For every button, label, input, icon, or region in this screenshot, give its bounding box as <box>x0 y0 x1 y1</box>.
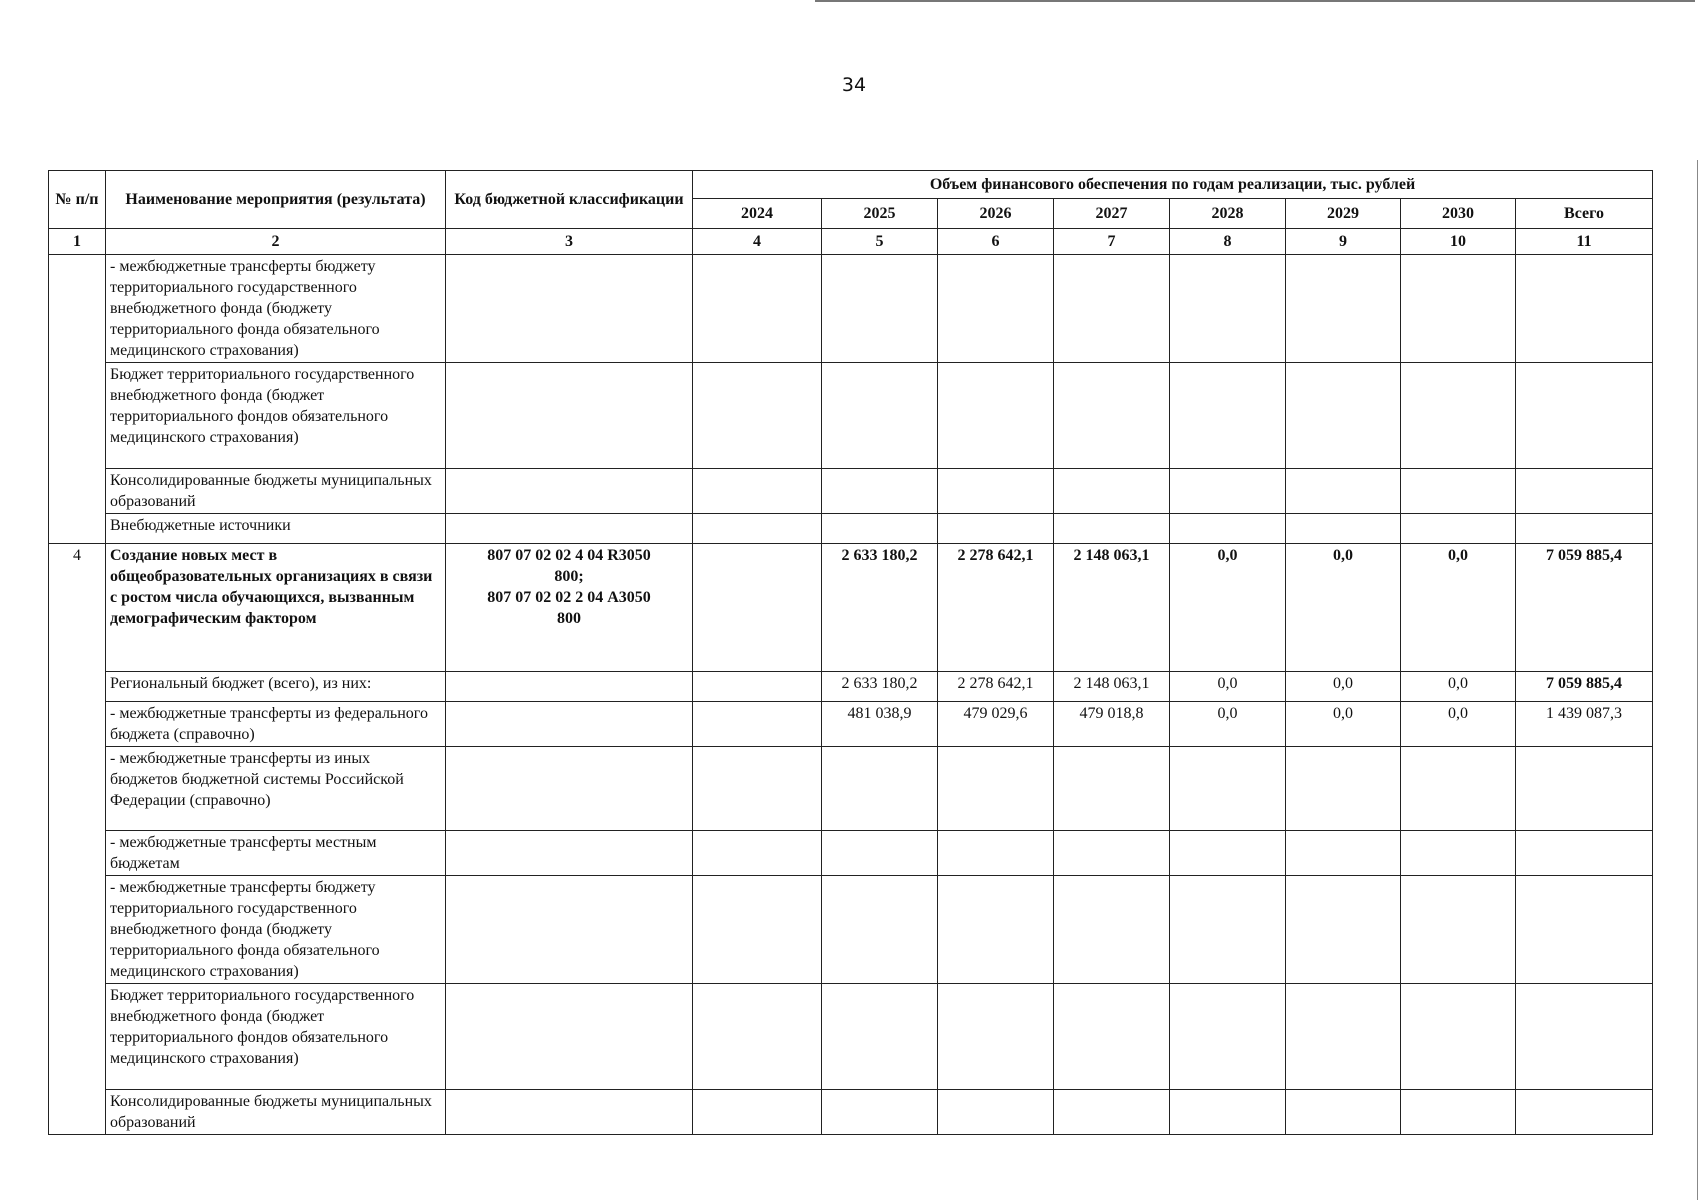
value-2025: 2 633 180,2 <box>822 544 938 672</box>
table-row <box>49 363 1653 469</box>
row-name: - межбюджетные трансферты бюджету территориального государственного внебюджетного фонда (бюджету территориального фонда обязательного медицинского страхования) <box>106 255 446 363</box>
value-2027: 2 148 063,1 <box>1054 544 1170 672</box>
value-2027: 2 148 063,1 <box>1054 672 1170 702</box>
row-name: Региональный бюджет (всего), из них: <box>106 672 446 702</box>
row-name: Консолидированные бюджеты муниципальных образований <box>106 1090 446 1135</box>
header-year: 2029 <box>1286 199 1401 229</box>
value-2026: 479 029,6 <box>938 702 1054 747</box>
budget-code <box>446 544 693 672</box>
table-row <box>49 702 1653 747</box>
budget-code-line: 800; <box>554 568 584 585</box>
value-total: 7 059 885,4 <box>1516 544 1653 672</box>
column-number: 3 <box>446 229 693 255</box>
row-name: - межбюджетные трансферты из федерального бюджета (справочно) <box>106 702 446 747</box>
value-2024 <box>693 702 822 747</box>
value-total: 1 439 087,3 <box>1516 702 1653 747</box>
value-2028: 0,0 <box>1170 544 1286 672</box>
value-2029: 0,0 <box>1286 544 1401 672</box>
value-2025: 2 633 180,2 <box>822 672 938 702</box>
value-2024 <box>693 672 822 702</box>
header-year: 2024 <box>693 199 822 229</box>
row-name: - межбюджетные трансферты бюджету территориального государственного внебюджетного фонда (бюджету территориального фонда обязательного медицинского страхования) <box>106 876 446 984</box>
budget-code-line: 800 <box>557 610 581 627</box>
value-total: 7 059 885,4 <box>1516 672 1653 702</box>
value-2028: 0,0 <box>1170 672 1286 702</box>
budget-code-line: 807 07 02 02 4 04 R3050 <box>487 547 651 564</box>
column-number: 6 <box>938 229 1054 255</box>
header-name: Наименование мероприятия (результата) <box>106 171 446 229</box>
row-name: Бюджет территориального государственного внебюджетного фонда (бюджет территориального фондов обязательного медицинского страхования) <box>106 984 446 1090</box>
value-2027: 479 018,8 <box>1054 702 1170 747</box>
value-2028: 0,0 <box>1170 702 1286 747</box>
table-row <box>49 876 1653 984</box>
column-number: 9 <box>1286 229 1401 255</box>
value-2029: 0,0 <box>1286 702 1401 747</box>
row-name: - межбюджетные трансферты из иных бюджетов бюджетной системы Российской Федерации (справочно) <box>106 747 446 831</box>
column-number: 10 <box>1401 229 1516 255</box>
header-year: 2026 <box>938 199 1054 229</box>
value-2029: 0,0 <box>1286 672 1401 702</box>
column-number: 5 <box>822 229 938 255</box>
header-total: Всего <box>1516 199 1653 229</box>
column-number: 2 <box>106 229 446 255</box>
value-2024 <box>693 544 822 672</box>
table-row <box>49 255 1653 363</box>
table-row <box>49 514 1653 544</box>
financing-table <box>48 170 1653 1135</box>
header-volume: Объем финансового обеспечения по годам реализации, тыс. рублей <box>693 171 1653 199</box>
column-number: 1 <box>49 229 106 255</box>
item-number: 4 <box>49 544 106 1135</box>
column-number: 7 <box>1054 229 1170 255</box>
table-row <box>49 747 1653 831</box>
header-year: 2027 <box>1054 199 1170 229</box>
column-number: 11 <box>1516 229 1653 255</box>
scan-top-edge-line <box>815 0 1695 2</box>
value-2025: 481 038,9 <box>822 702 938 747</box>
table-row-item4 <box>49 544 1653 672</box>
value-2030: 0,0 <box>1401 672 1516 702</box>
table-row <box>49 831 1653 876</box>
value-2030: 0,0 <box>1401 544 1516 672</box>
table-row <box>49 984 1653 1090</box>
column-number: 4 <box>693 229 822 255</box>
item-title: Создание новых мест в общеобразовательных организациях в связи с ростом числа обучающихся, вызванным демографическим фактором <box>106 544 446 672</box>
table-row <box>49 1090 1653 1135</box>
header-year: 2030 <box>1401 199 1516 229</box>
header-year: 2028 <box>1170 199 1286 229</box>
scan-right-edge-line <box>1697 160 1698 1200</box>
table-row <box>49 469 1653 514</box>
value-2026: 2 278 642,1 <box>938 672 1054 702</box>
page-number: 34 <box>841 74 867 96</box>
header-number: № п/п <box>49 171 106 229</box>
row-name: Консолидированные бюджеты муниципальных образований <box>106 469 446 514</box>
header-year: 2025 <box>822 199 938 229</box>
value-2026: 2 278 642,1 <box>938 544 1054 672</box>
row-name: - межбюджетные трансферты местным бюджетам <box>106 831 446 876</box>
header-code: Код бюджетной классификации <box>446 171 693 229</box>
row-name: Бюджет территориального государственного внебюджетного фонда (бюджет территориального фондов обязательного медицинского страхования) <box>106 363 446 469</box>
table-row <box>49 672 1653 702</box>
column-number: 8 <box>1170 229 1286 255</box>
row-name: Внебюджетные источники <box>106 514 446 544</box>
value-2030: 0,0 <box>1401 702 1516 747</box>
budget-code-line: 807 07 02 02 2 04 А3050 <box>487 589 651 606</box>
row-number-cell <box>49 255 106 544</box>
